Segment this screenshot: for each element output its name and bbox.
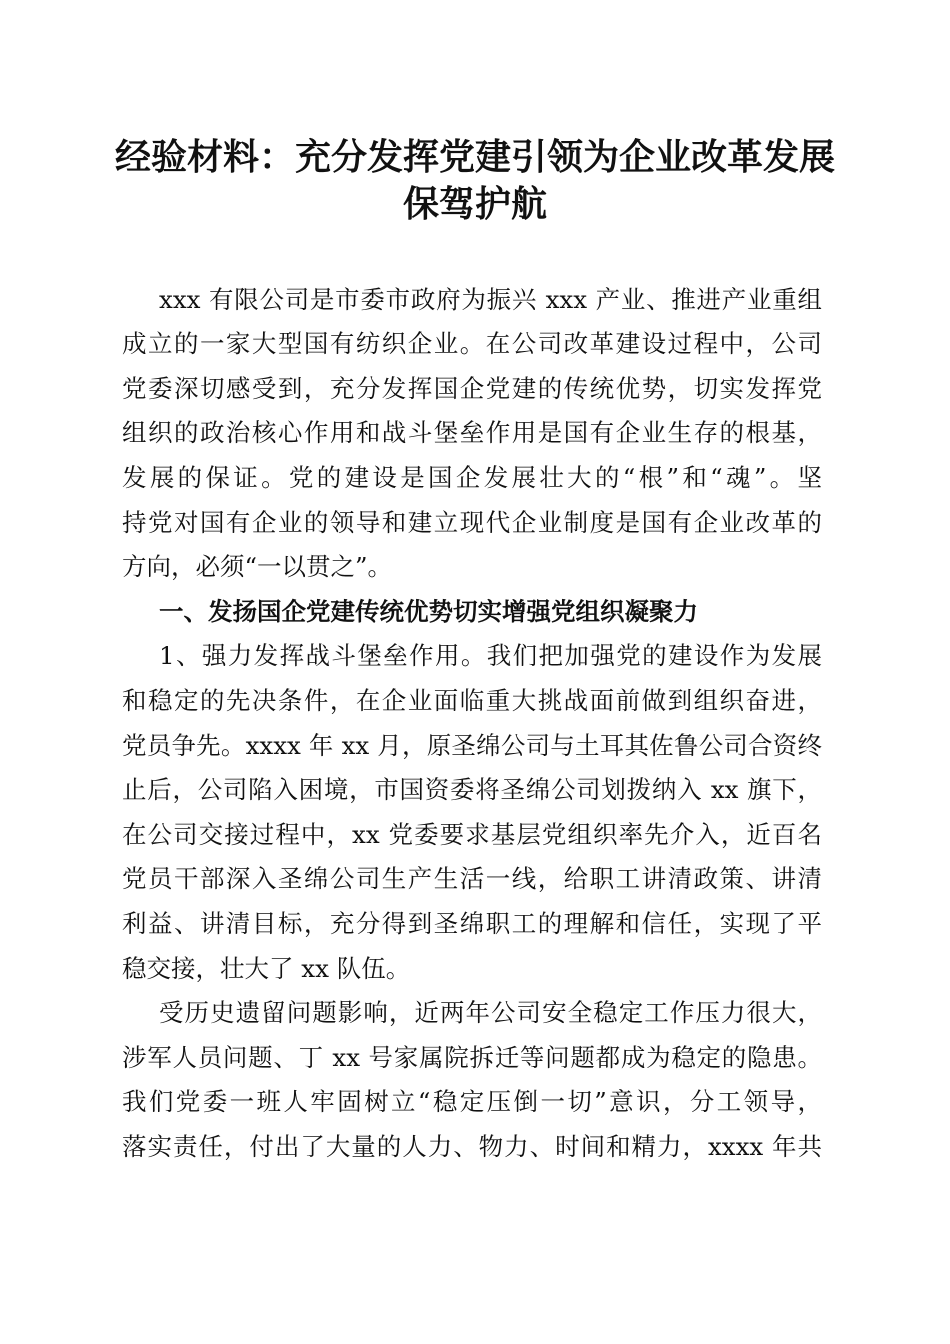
paragraph-1 — [122, 634, 822, 991]
text-line: 方向，必须“一以贯之”。 — [122, 552, 393, 582]
text-line: 落实责任，付出了大量的人力、物力、时间和精力，xxxx 年共 — [122, 1131, 822, 1161]
text-line: 利益、讲清目标，充分得到圣绵职工的理解和信任，实现了平 — [122, 909, 822, 938]
title-line-2: 保驾护航 — [402, 183, 547, 225]
paragraph-2 — [122, 991, 822, 1169]
text-line: 在公司交接过程中，xx 党委要求基层党组织率先介入，近百名 — [122, 819, 822, 849]
text-line: 涉军人员问题、丁 xx 号家属院拆迁等问题都成为稳定的隐患。 — [122, 1042, 822, 1072]
document-title — [100, 134, 850, 228]
text-line: 成立的一家大型国有纺织企业。在公司改革建设过程中，公司 — [122, 329, 822, 359]
text-line: 党员争先。xxxx 年 xx 月，原圣绵公司与土耳其佐鲁公司合资终 — [122, 730, 822, 760]
text-line: 组织的政治核心作用和战斗堡垒作用是国有企业生存的根基， — [122, 418, 822, 448]
text-line: 受历史遗留问题影响，近两年公司安全稳定工作压力很大， — [159, 998, 822, 1028]
text-line: 党员干部深入圣绵公司生产生活一线，给职工讲清政策、讲清 — [122, 864, 822, 894]
document-body — [122, 278, 822, 1170]
text-line: 发展的保证。党的建设是国企发展壮大的“根”和“魂”。坚 — [122, 463, 822, 493]
text-line: 党委深切感受到，充分发挥国企党建的传统优势，切实发挥党 — [122, 373, 822, 403]
text-line: 我们党委一班人牢固树立“稳定压倒一切”意识，分工领导， — [122, 1087, 822, 1117]
text-line: 稳交接，壮大了 xx 队伍。 — [122, 953, 411, 983]
text-line: xxx 有限公司是市委市政府为振兴 xxx 产业、推进产业重组 — [159, 284, 822, 314]
title-line-1: 经验材料：充分发挥党建引领为企业改革发展 — [114, 136, 835, 178]
paragraph-intro — [122, 278, 822, 590]
text-line: 持党对国有企业的领导和建立现代企业制度是国有企业改革的 — [122, 507, 822, 537]
text-line: 和稳定的先决条件，在企业面临重大挑战面前做到组织奋进， — [122, 686, 822, 716]
text-line: 1、强力发挥战斗堡垒作用。我们把加强党的建设作为发展 — [159, 641, 822, 671]
section-heading: 一、发扬国企党建传统优势切实增强党组织凝聚力 — [159, 596, 698, 626]
text-line: 止后，公司陷入困境，市国资委将圣绵公司划拨纳入 xx 旗下， — [122, 775, 822, 805]
